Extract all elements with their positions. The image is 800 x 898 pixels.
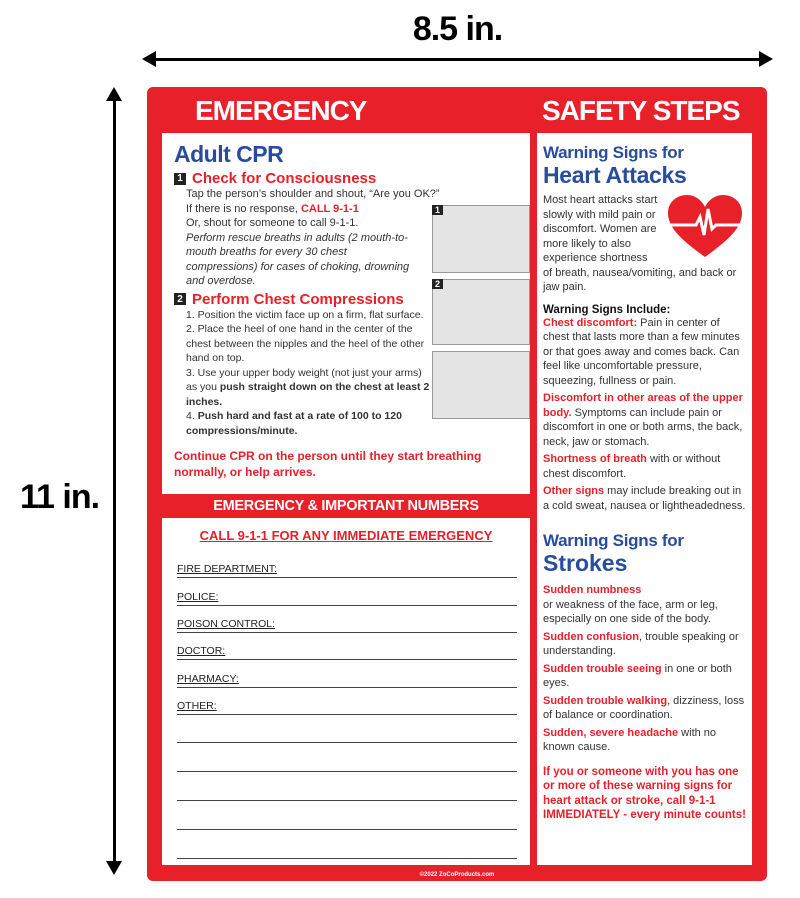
instruction: 3. Use your upper body weight (not just your arms) as you: [186, 366, 422, 393]
illustration-number: 1: [432, 205, 443, 215]
heart-ecg-icon: [660, 191, 750, 261]
step-number: 1: [174, 173, 186, 185]
doctor-field[interactable]: DOCTOR:: [177, 645, 517, 660]
heart-sign: Shortness of breath with or without chest discomfort.: [543, 453, 721, 480]
other-field[interactable]: OTHER:: [177, 700, 517, 715]
blank-line[interactable]: [177, 786, 517, 801]
call-911: CALL 9-1-1: [300, 202, 359, 215]
illustration-number: 2: [432, 279, 443, 289]
illustration-compressions: [432, 351, 530, 419]
heart-sign: Other signs may include breaking out in a cold sweat, nausea or lightheadedness.: [543, 485, 746, 512]
step1-line: Tap the person’s shoulder and shout, “Are you OK?”: [186, 188, 440, 200]
illustration-hand-on-chest: [432, 279, 530, 345]
instruction: 2. Place the heel of one hand in the center of the chest between the nipples and the heel of the other hand on top.: [186, 323, 425, 364]
instruction: 4.: [186, 410, 198, 422]
poster: [147, 87, 767, 881]
illustration-phone-call: [432, 205, 530, 273]
step1-rescue: Perform rescue breaths in adults (2 mouth-to-mouth breaths for every 30 chest compressions) for cases of choking, drowning and overdose.: [186, 231, 410, 287]
instruction-bold: push straight down on the chest at least 2 inches.: [186, 381, 430, 408]
blank-line[interactable]: [177, 757, 517, 772]
cpr-title: Adult CPR: [174, 141, 284, 167]
stroke-sign: Sudden trouble walking, dizziness, loss of balance or coordination.: [543, 694, 745, 721]
step2-title: Perform Chest Compressions: [192, 290, 404, 308]
stroke-sign: Sudden numbness or weakness of the face, arm or leg, especially on one side of the body.: [543, 584, 718, 625]
copyright: ©2022 ZoCoProducts.com: [419, 872, 495, 878]
stroke-sign: Sudden trouble seeing in one or both eyes.: [543, 662, 732, 689]
instruction-bold: Push hard and fast at a rate of 100 to 120 compressions/minute.: [186, 410, 402, 437]
step1-line: If there is no response,: [186, 202, 301, 215]
instruction: 1. Position the victim face up on a firm, flat surface.: [186, 308, 424, 321]
stroke-sign: Sudden, severe headache with no known cause.: [543, 726, 717, 753]
fire-department-field[interactable]: FIRE DEPARTMENT:: [177, 563, 517, 578]
heart-title-1: Warning Signs for: [543, 143, 684, 162]
step1-line: Or, shout for someone to call 9-1-1.: [186, 217, 359, 229]
poison-control-field[interactable]: POISON CONTROL:: [177, 618, 517, 633]
left-panel: [162, 133, 530, 865]
police-field[interactable]: POLICE:: [177, 591, 517, 606]
heart-title-2: Heart Attacks: [543, 162, 687, 188]
numbers-title: EMERGENCY & IMPORTANT NUMBERS: [162, 494, 530, 518]
height-arrow: [113, 95, 116, 867]
stroke-sign: Sudden confusion, trouble speaking or understanding.: [543, 630, 739, 657]
header-safety-steps: SAFETY STEPS: [542, 95, 740, 126]
step-number: 2: [174, 293, 186, 305]
heart-sign: Chest discomfort: Pain in center of chest that lasts more than a few minutes or that goes away and comes back. Can feel like uncomfortable pressure, squeezing, fullness or pain.: [543, 316, 740, 387]
stroke-title-2: Strokes: [543, 550, 628, 576]
final-warning: If you or someone with you has one or more of these warning signs for heart attack or stroke, call 9-1-1 IMMEDIATELY - every minute counts!: [543, 765, 746, 821]
height-label: 11 in.: [20, 478, 100, 516]
blank-line[interactable]: [177, 728, 517, 743]
call-911-banner: CALL 9-1-1 FOR ANY IMMEDIATE EMERGENCY: [199, 528, 493, 543]
width-arrow: [150, 58, 765, 61]
heart-intro: Most heart attacks start slowly with mild pain or discomfort. Women are more likely to also experience shortness of breath, nausea/vomiting, and back or jaw pain.: [543, 194, 737, 293]
step1-title: Check for Consciousness: [192, 170, 377, 187]
width-label: 8.5 in.: [412, 10, 503, 48]
blank-line[interactable]: [177, 844, 517, 859]
continue-cpr: Continue CPR on the person until they start breathing normally, or help arrives.: [174, 449, 482, 479]
warning-signs-include: Warning Signs Include:: [543, 303, 671, 316]
stroke-title-1: Warning Signs for: [543, 531, 684, 550]
right-panel: [537, 133, 752, 865]
header-emergency: EMERGENCY: [195, 95, 367, 126]
blank-line[interactable]: [177, 815, 517, 830]
pharmacy-field[interactable]: PHARMACY:: [177, 673, 517, 688]
heart-sign: Discomfort in other areas of the upper body. Symptoms can include pain or discomfort in one or both arms, the back, neck, jaw or stomach.: [543, 392, 743, 448]
